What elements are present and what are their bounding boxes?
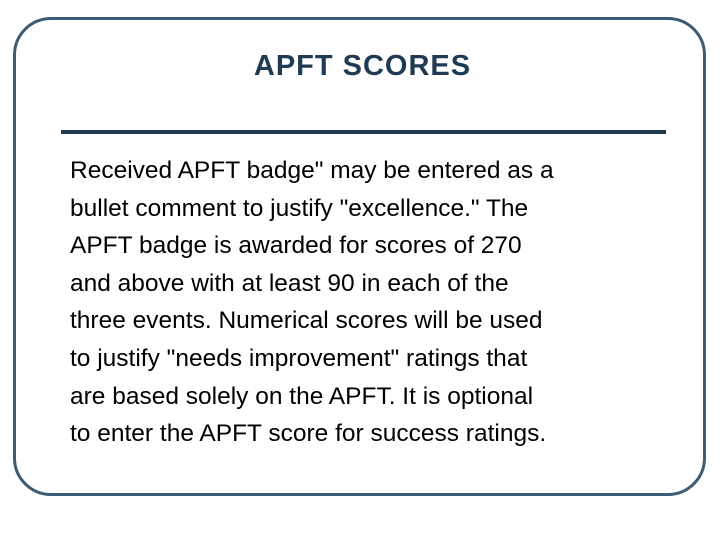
slide-title: APFT SCORES	[253, 50, 472, 82]
title-underline-divider	[61, 130, 666, 134]
body-line: are based solely on the APFT. It is optional	[70, 382, 534, 410]
body-line: bullet comment to justify "excellence." The	[70, 194, 529, 222]
body-line: and above with at least 90 in each of the	[70, 269, 509, 297]
body-line: to justify "needs improvement" ratings that	[70, 344, 528, 372]
body-paragraph	[70, 152, 700, 453]
body-line: three events. Numerical scores will be used	[70, 307, 543, 335]
body-line: Received APFT badge" may be entered as a	[70, 157, 554, 184]
body-line: to enter the APFT score for success ratings.	[70, 420, 547, 448]
body-line: APFT badge is awarded for scores of 270	[70, 232, 522, 260]
